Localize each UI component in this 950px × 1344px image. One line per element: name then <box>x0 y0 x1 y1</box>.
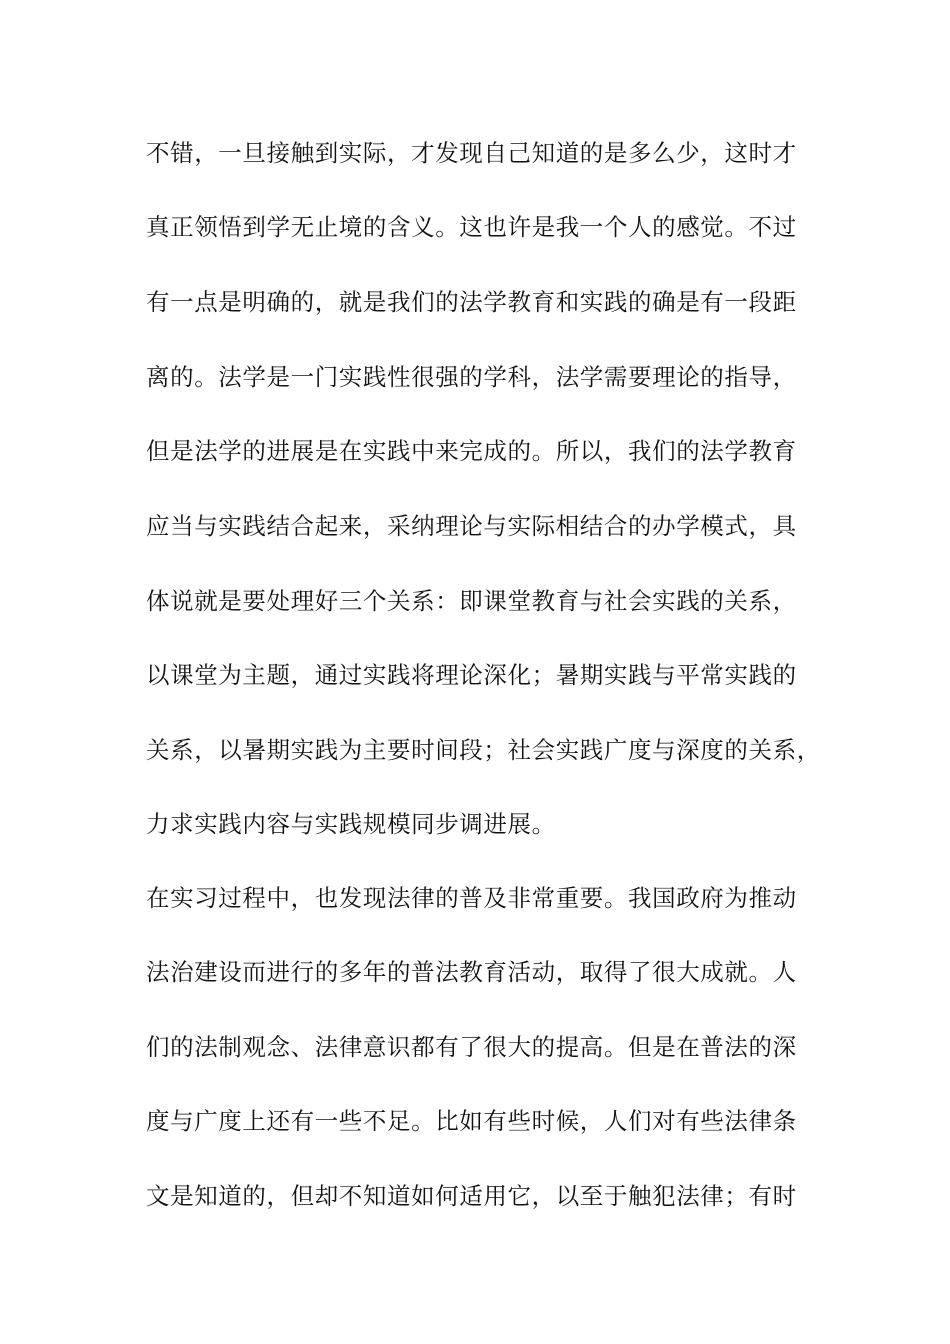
text-line: 体说就是要处理好三个关系：即课堂教育与社会实践的关系， <box>146 587 797 615</box>
text-line: 文是知道的，但却不知道如何适用它，以至于触犯法律；有时 <box>146 1182 797 1210</box>
text-line: 度与广度上还有一些不足。比如有些时候，人们对有些法律条 <box>146 1107 797 1135</box>
text-line: 但是法学的进展是在实践中来完成的。所以，我们的法学教育 <box>146 437 797 465</box>
text-line: 以课堂为主题，通过实践将理论深化；暑期实践与平常实践的 <box>146 661 797 689</box>
text-line: 关系，以暑期实践为主要时间段；社会实践广度与深度的关系， <box>146 736 821 764</box>
text-line: 法治建设而进行的多年的普法教育活动，取得了很大成就。人 <box>146 958 797 986</box>
text-line: 力求实践内容与实践规模同步调进展。 <box>146 810 556 838</box>
text-line: 们的法制观念、法律意识都有了很大的提高。但是在普法的深 <box>146 1033 797 1061</box>
text-line: 在实习过程中，也发现法律的普及非常重要。我国政府为推动 <box>146 884 797 912</box>
text-line: 应当与实践结合起来，采纳理论与实际相结合的办学模式，具 <box>146 512 797 540</box>
text-line: 有一点是明确的，就是我们的法学教育和实践的确是有一段距 <box>146 288 797 316</box>
text-line: 离的。法学是一门实践性很强的学科，法学需要理论的指导， <box>146 363 797 391</box>
text-line: 不错，一旦接触到实际，才发现自己知道的是多么少，这时才 <box>146 139 797 167</box>
text-line: 真正领悟到学无止境的含义。这也许是我一个人的感觉。不过 <box>146 213 797 241</box>
